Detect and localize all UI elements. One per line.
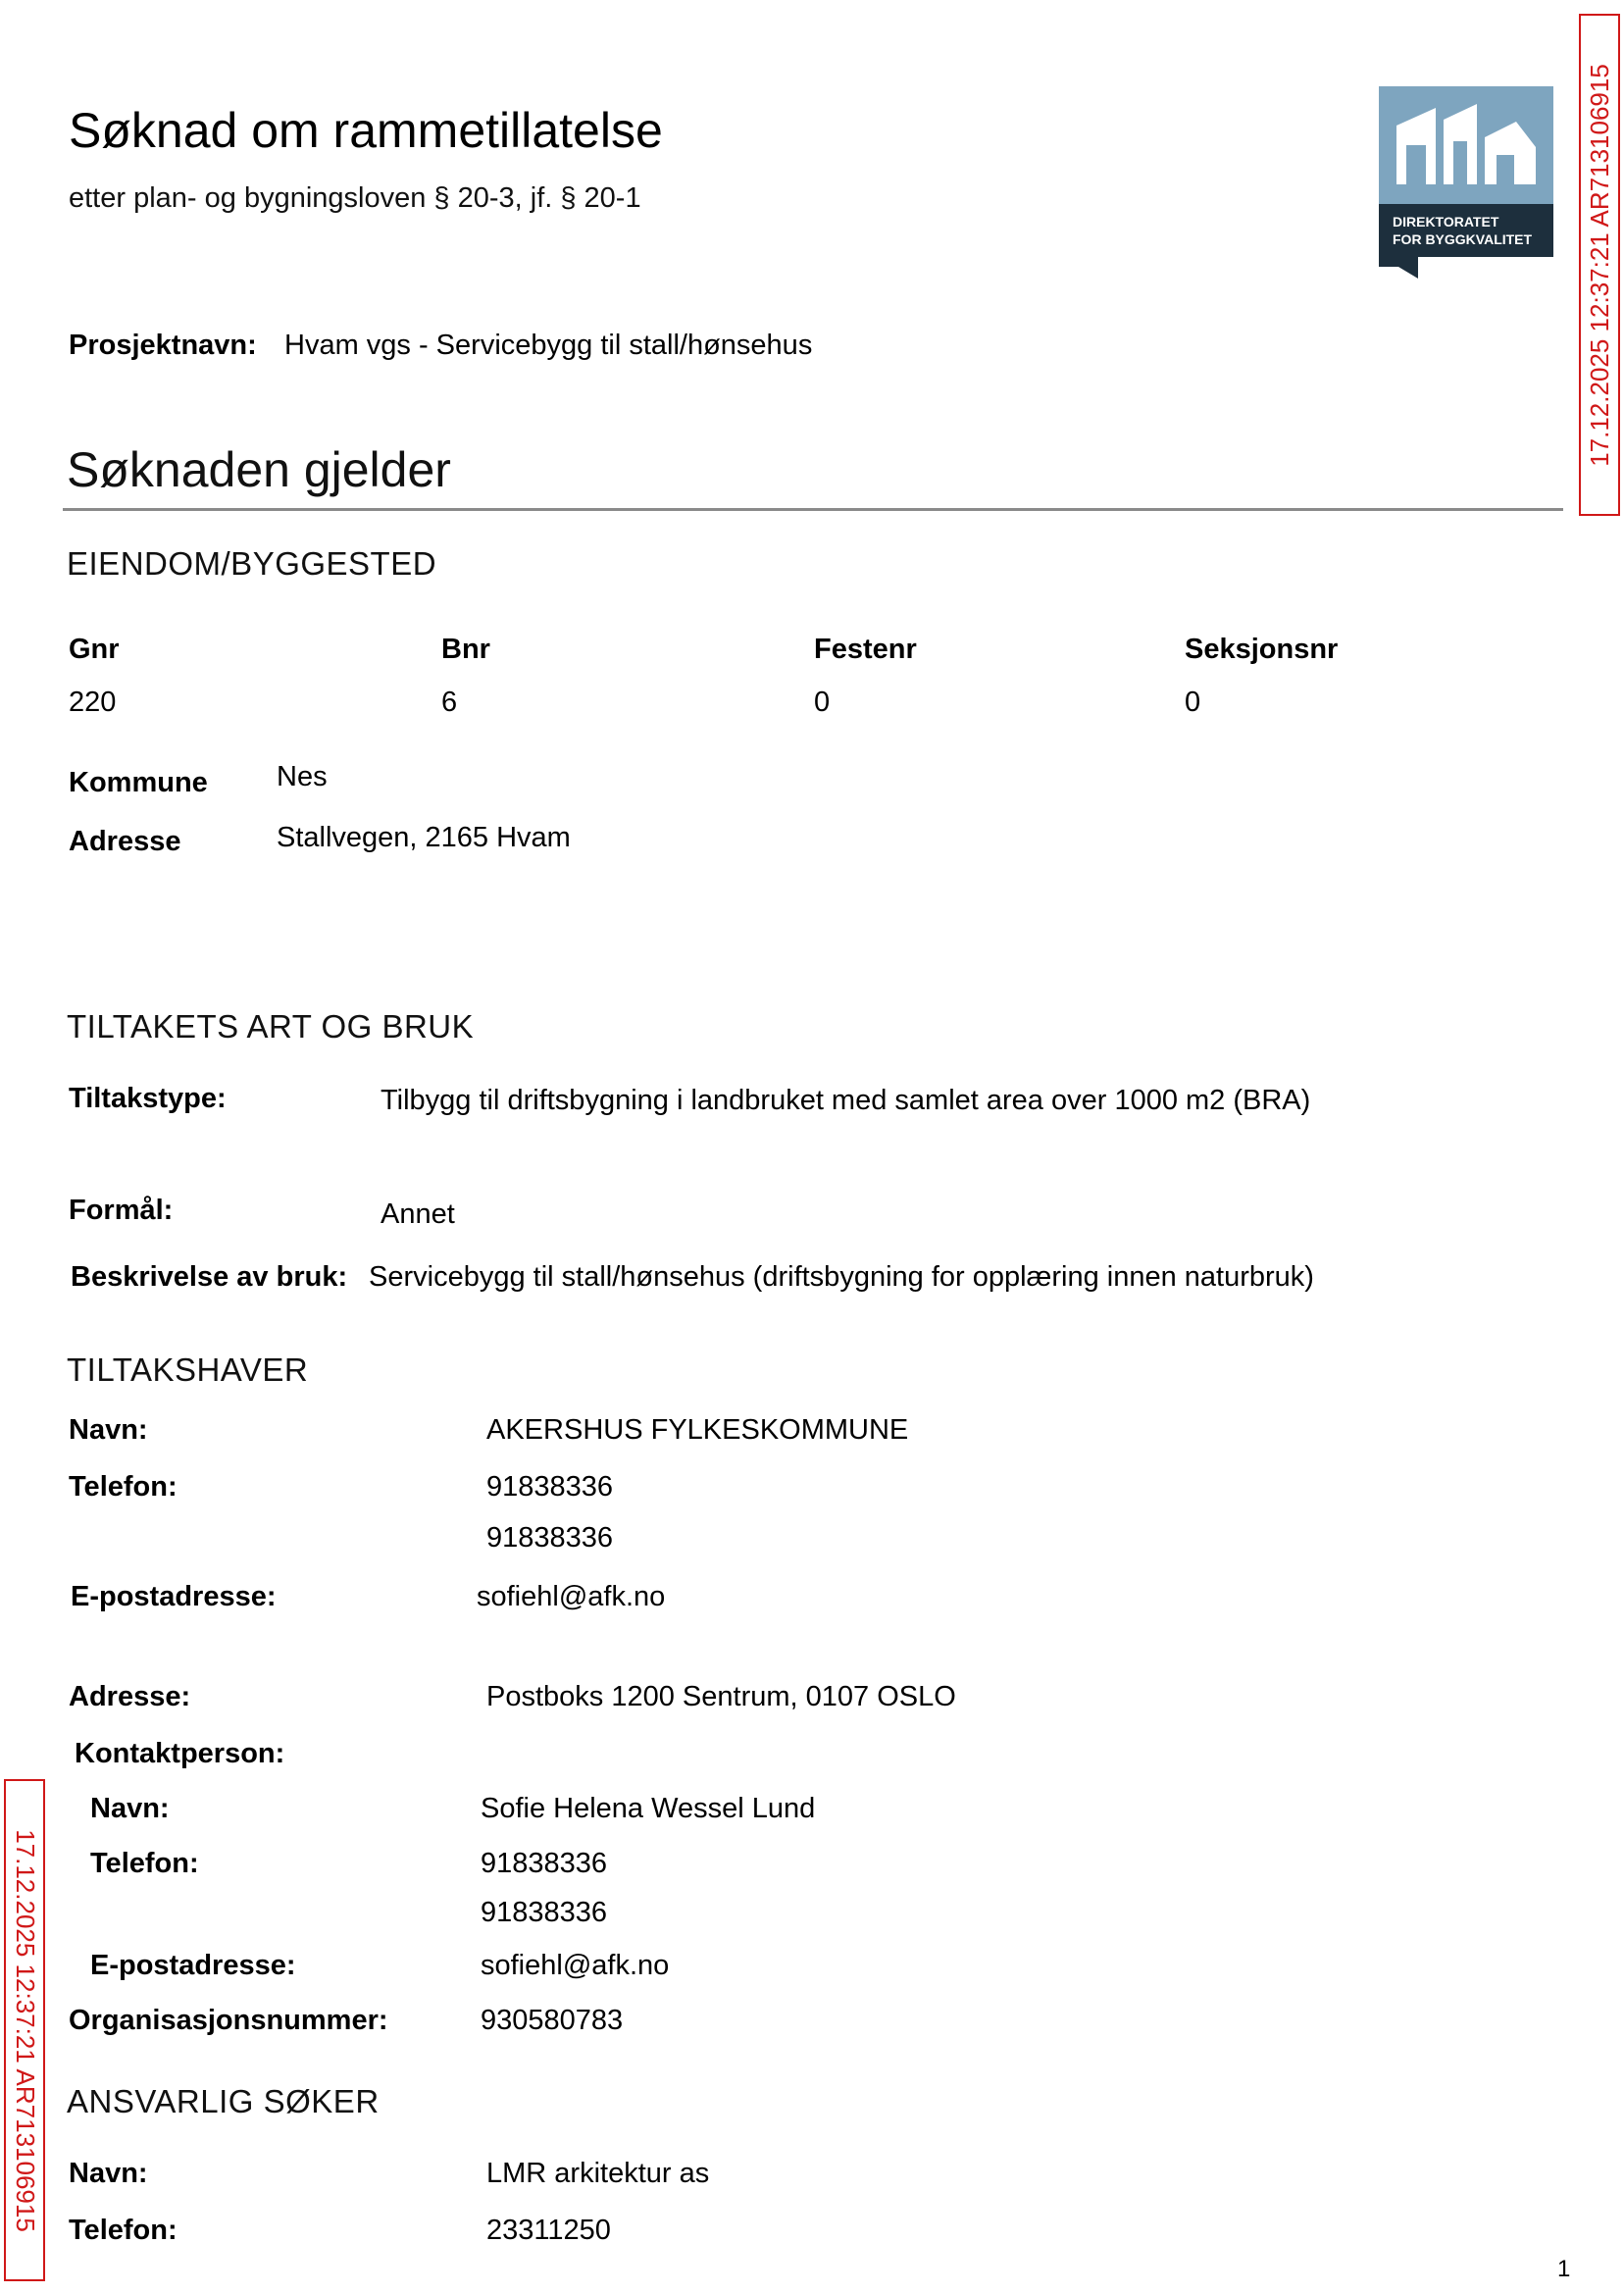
- gnr-value: 220: [69, 687, 117, 718]
- tiltakshaver-telefon-value-2: 91838336: [486, 1522, 614, 1554]
- formal-label: Formål:: [69, 1195, 174, 1226]
- adresse-value: Stallvegen, 2165 Hvam: [277, 822, 571, 853]
- tiltakshaver-epost-label: E-postadresse:: [71, 1581, 277, 1612]
- seksjonsnr-label: Seksjonsnr: [1185, 634, 1339, 665]
- bnr-value: 6: [441, 687, 458, 718]
- section-tiltak-heading: TILTAKETS ART OG BRUK: [67, 1008, 475, 1045]
- kontaktperson-label: Kontaktperson:: [75, 1738, 285, 1769]
- seksjonsnr-value: 0: [1185, 687, 1201, 718]
- formal-value: Annet: [381, 1198, 455, 1230]
- stamp-text: 17.12.2025 12:37:21 AR713106915: [10, 1828, 40, 2232]
- kontakt-telefon-value-1: 91838336: [481, 1848, 608, 1879]
- dibk-logo-icon: [1379, 86, 1553, 279]
- tiltakshaver-telefon-value-1: 91838336: [486, 1471, 614, 1503]
- ansvarlig-telefon-value: 23311250: [486, 2215, 611, 2246]
- kontakt-epost-value: sofiehl@afk.no: [481, 1950, 670, 1981]
- kontakt-epost-label: E-postadresse:: [90, 1950, 296, 1981]
- page-title: Søknad om rammetillatelse: [69, 103, 663, 158]
- tiltakstype-value: Tilbygg til driftsbygning i landbruket med samlet area over 1000 m2 (BRA): [381, 1085, 1311, 1116]
- ansvarlig-telefon-label: Telefon:: [69, 2215, 178, 2246]
- main-heading: Søknaden gjelder: [67, 442, 451, 497]
- orgnr-value: 930580783: [481, 2005, 624, 2036]
- timestamp-stamp-right: [1579, 14, 1620, 516]
- logo-line-1: DIREKTORATET: [1393, 214, 1499, 229]
- logo-line-2: FOR BYGGKVALITET: [1393, 231, 1533, 247]
- tiltakshaver-navn-label: Navn:: [69, 1414, 148, 1446]
- kontakt-telefon-value-2: 91838336: [481, 1897, 608, 1928]
- section-ansvarlig-heading: ANSVARLIG SØKER: [67, 2083, 380, 2119]
- kontakt-telefon-label: Telefon:: [90, 1848, 199, 1879]
- timestamp-stamp-left: [4, 1779, 45, 2281]
- tiltakstype-label: Tiltakstype:: [69, 1083, 227, 1114]
- page-number: 1: [1557, 2256, 1571, 2282]
- kommune-value: Nes: [277, 761, 328, 792]
- kontakt-navn-value: Sofie Helena Wessel Lund: [481, 1793, 816, 1824]
- festenr-value: 0: [814, 687, 831, 718]
- section-tiltakshaver-heading: TILTAKSHAVER: [67, 1351, 309, 1388]
- project-value: Hvam vgs - Servicebygg til stall/hønsehus: [284, 330, 813, 361]
- stamp-text: 17.12.2025 12:37:21 AR713106915: [1584, 63, 1614, 467]
- tiltakshaver-navn-value: AKERSHUS FYLKESKOMMUNE: [486, 1414, 909, 1446]
- dibk-logo: [1379, 86, 1553, 279]
- heading-divider: [63, 508, 1563, 511]
- bruk-value: Servicebygg til stall/hønsehus (driftsbygning for opplæring innen naturbruk): [369, 1261, 1314, 1293]
- tiltakshaver-adresse-value: Postboks 1200 Sentrum, 0107 OSLO: [486, 1681, 956, 1712]
- project-label: Prosjektnavn:: [69, 330, 257, 361]
- tiltakshaver-adresse-label: Adresse:: [69, 1681, 191, 1712]
- bnr-label: Bnr: [441, 634, 490, 665]
- page-subtitle: etter plan- og bygningsloven § 20-3, jf. § 20-1: [69, 182, 641, 214]
- section-eiendom-heading: EIENDOM/BYGGESTED: [67, 545, 437, 582]
- gnr-label: Gnr: [69, 634, 120, 665]
- kommune-label: Kommune: [69, 767, 208, 798]
- ansvarlig-navn-value: LMR arkitektur as: [486, 2158, 710, 2189]
- bruk-label: Beskrivelse av bruk:: [71, 1261, 348, 1293]
- adresse-label: Adresse: [69, 826, 181, 857]
- tiltakshaver-telefon-label: Telefon:: [69, 1471, 178, 1503]
- orgnr-label: Organisasjonsnummer:: [69, 2005, 388, 2036]
- ansvarlig-navn-label: Navn:: [69, 2158, 148, 2189]
- festenr-label: Festenr: [814, 634, 917, 665]
- tiltakshaver-epost-value: sofiehl@afk.no: [477, 1581, 666, 1612]
- kontakt-navn-label: Navn:: [90, 1793, 170, 1824]
